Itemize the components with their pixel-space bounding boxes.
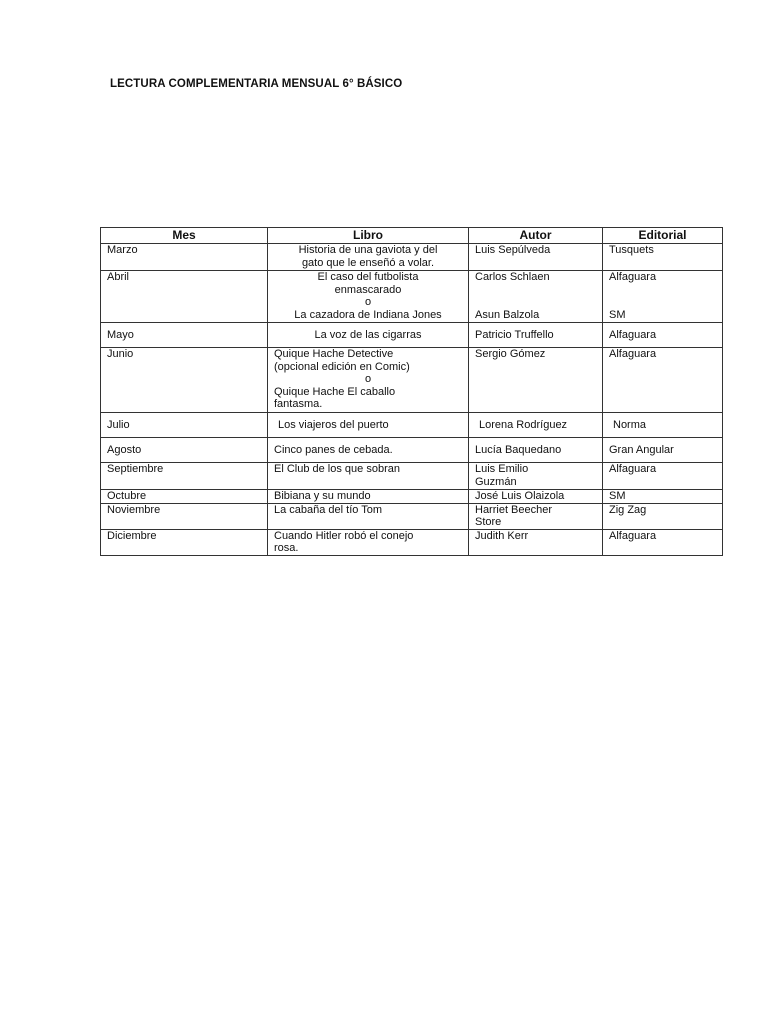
cell-libro: Cinco panes de cebada. — [268, 438, 469, 463]
table-row — [101, 323, 723, 348]
cell-editorial: Alfaguara — [603, 529, 723, 555]
cell-editorial: Alfaguara SM — [603, 271, 723, 323]
table-row — [101, 438, 723, 463]
cell-editorial: Alfaguara — [603, 323, 723, 348]
cell-libro: Bibiana y su mundo — [268, 490, 469, 504]
cell-libro: Cuando Hitler robó el conejo rosa. — [268, 529, 469, 555]
cell-libro: Historia de una gaviota y del gato que le enseñó a volar. — [268, 244, 469, 271]
cell-autor: Luis Emilio Guzmán — [469, 463, 603, 490]
reading-table — [100, 227, 723, 556]
cell-autor: Sergio Gómez — [469, 348, 603, 413]
table-row — [101, 348, 723, 413]
cell-mes: Julio — [101, 413, 268, 438]
cell-mes: Abril — [101, 271, 268, 323]
cell-libro: La voz de las cigarras — [268, 323, 469, 348]
cell-libro: Quique Hache Detective (opcional edición en Comic) o Quique Hache El caballo fantasma. — [268, 348, 469, 413]
header-libro: Libro — [268, 228, 469, 244]
cell-autor: José Luis Olaizola — [469, 490, 603, 504]
table-row — [101, 413, 723, 438]
cell-mes: Mayo — [101, 323, 268, 348]
cell-mes: Diciembre — [101, 529, 268, 555]
header-row — [101, 228, 723, 244]
cell-editorial: Gran Angular — [603, 438, 723, 463]
cell-editorial: Zig Zag — [603, 503, 723, 529]
cell-mes: Septiembre — [101, 463, 268, 490]
cell-autor: Harriet Beecher Store — [469, 503, 603, 529]
cell-libro: La cabaña del tío Tom — [268, 503, 469, 529]
cell-autor: Lorena Rodríguez — [469, 413, 603, 438]
cell-libro: El caso del futbolista enmascarado o La cazadora de Indiana Jones — [268, 271, 469, 323]
table-row — [101, 503, 723, 529]
cell-editorial: Alfaguara — [603, 348, 723, 413]
cell-mes: Octubre — [101, 490, 268, 504]
cell-editorial: Tusquets — [603, 244, 723, 271]
cell-autor: Patricio Truffello — [469, 323, 603, 348]
cell-libro: El Club de los que sobran — [268, 463, 469, 490]
cell-mes: Agosto — [101, 438, 268, 463]
table-row — [101, 463, 723, 490]
cell-autor: Luis Sepúlveda — [469, 244, 603, 271]
cell-autor: Carlos Schlaen Asun Balzola — [469, 271, 603, 323]
page-title: LECTURA COMPLEMENTARIA MENSUAL 6° BÁSICO — [110, 78, 403, 90]
cell-mes: Marzo — [101, 244, 268, 271]
header-mes: Mes — [101, 228, 268, 244]
cell-editorial: Norma — [603, 413, 723, 438]
header-editorial: Editorial — [603, 228, 723, 244]
table-row — [101, 490, 723, 504]
cell-mes: Junio — [101, 348, 268, 413]
cell-autor: Lucía Baquedano — [469, 438, 603, 463]
table-row — [101, 244, 723, 271]
cell-editorial: SM — [603, 490, 723, 504]
cell-editorial: Alfaguara — [603, 463, 723, 490]
table-row — [101, 271, 723, 323]
cell-mes: Noviembre — [101, 503, 268, 529]
cell-libro: Los viajeros del puerto — [268, 413, 469, 438]
header-autor: Autor — [469, 228, 603, 244]
table-row — [101, 529, 723, 555]
cell-autor: Judith Kerr — [469, 529, 603, 555]
